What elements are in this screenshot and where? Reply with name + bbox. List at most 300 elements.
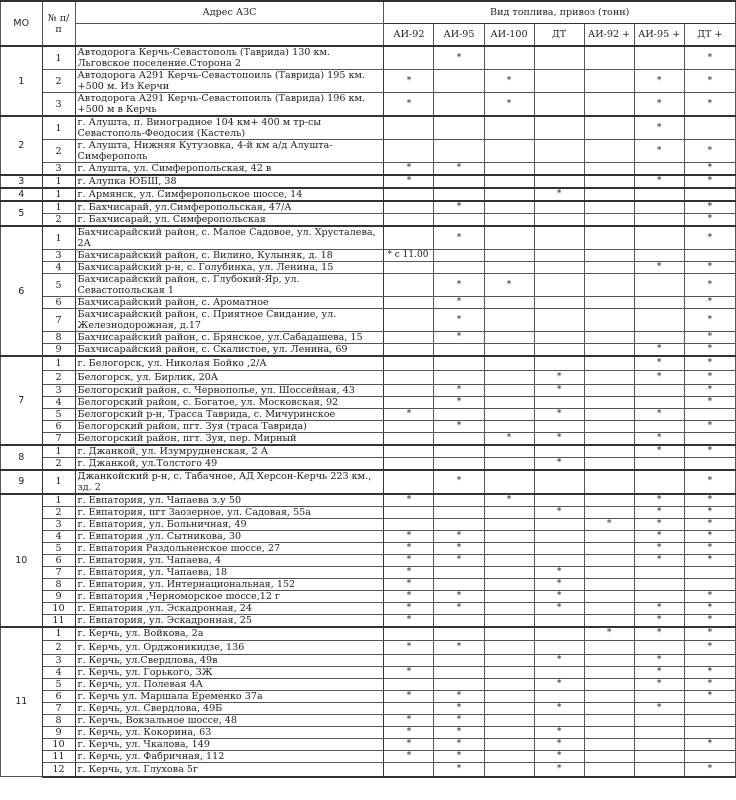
mo-cell: 8 (1, 445, 43, 470)
fuel-cell-ai92 (384, 445, 434, 458)
table-row (1, 445, 736, 458)
fuel-cell-ai95: * (434, 590, 484, 602)
fuel-cell-dt: * (534, 751, 584, 763)
fuel-cell-ai92-plus (584, 226, 634, 250)
fuel-cell-ai95 (434, 679, 484, 691)
fuel-cell-ai95: * (434, 542, 484, 554)
row-number: 1 (42, 188, 75, 201)
fuel-cell-ai92-plus (584, 727, 634, 739)
fuel-cell-ai95-plus (634, 420, 684, 432)
row-number: 9 (42, 727, 75, 739)
fuel-cell-ai95 (434, 627, 484, 641)
fuel-cell-ai95: * (434, 715, 484, 727)
fuel-cell-ai95-plus: * (634, 518, 684, 530)
fuel-cell-ai92 (384, 201, 434, 214)
fuel-cell-dt-plus: * (684, 667, 735, 679)
station-address: г. Евпатория Раздольненское шоссе, 27 (75, 542, 384, 554)
fuel-cell-ai100 (484, 602, 534, 614)
fuel-cell-dt-plus: * (684, 518, 735, 530)
station-address: г. Керчь, ул. Фабричная, 112 (75, 751, 384, 763)
fuel-cell-dt-plus: * (684, 445, 735, 458)
fuel-cell-ai92-plus (584, 175, 634, 188)
header-fuel-group: Вид топлива, привоз (тонн) (384, 1, 736, 24)
table-row (1, 542, 736, 554)
station-address: г. Керчь, ул. Кокорина, 63 (75, 727, 384, 739)
fuel-cell-dt-plus: * (684, 332, 735, 344)
fuel-cell-dt-plus: * (684, 679, 735, 691)
table-row (1, 297, 736, 309)
fuel-cell-ai95: * (434, 763, 484, 777)
fuel-cell-ai92-plus (584, 396, 634, 408)
fuel-cell-dt-plus: * (684, 274, 735, 297)
fuel-cell-dt-plus: * (684, 175, 735, 188)
fuel-cell-dt (534, 201, 584, 214)
fuel-cell-ai92-plus (584, 590, 634, 602)
fuel-cell-ai95: * (434, 396, 484, 408)
fuel-cell-ai92: * (384, 751, 434, 763)
fuel-cell-dt-plus: * (684, 590, 735, 602)
fuel-cell-ai95 (434, 250, 484, 262)
row-number: 10 (42, 602, 75, 614)
fuel-cell-dt (534, 175, 584, 188)
station-address: Автодорога А291 Керчь-Севастопоиль (Таврида) 196 км. +500 м в Керчь (75, 93, 384, 117)
fuel-cell-ai95-plus (634, 727, 684, 739)
fuel-cell-ai92 (384, 262, 434, 274)
station-address: Белогорский район, пгт. Зуя, пер. Мирный (75, 432, 384, 445)
fuel-cell-ai100 (484, 396, 534, 408)
fuel-cell-dt-plus (684, 578, 735, 590)
fuel-cell-dt: * (534, 703, 584, 715)
row-number: 5 (42, 274, 75, 297)
fuel-cell-ai100: * (484, 494, 534, 507)
fuel-cell-dt (534, 214, 584, 227)
fuel-cell-dt: * (534, 590, 584, 602)
fuel-cell-dt-plus: * (684, 46, 735, 70)
fuel-cell-ai100 (484, 384, 534, 396)
fuel-cell-dt-plus: * (684, 602, 735, 614)
fuel-cell-ai92 (384, 344, 434, 357)
mo-cell: 4 (1, 188, 43, 201)
fuel-cell-ai92-plus (584, 214, 634, 227)
fuel-cell-ai92-plus (584, 262, 634, 274)
fuel-cell-dt (534, 116, 584, 140)
fuel-cell-dt-plus: * (684, 70, 735, 93)
fuel-cell-dt (534, 344, 584, 357)
fuel-cell-dt-plus: * (684, 691, 735, 703)
table-row (1, 679, 736, 691)
fuel-cell-ai92 (384, 627, 434, 641)
fuel-cell-ai100 (484, 566, 534, 578)
fuel-cell-ai92-plus (584, 445, 634, 458)
fuel-cell-ai95 (434, 655, 484, 667)
fuel-cell-dt: * (534, 408, 584, 420)
fuel-cell-ai92: * (384, 554, 434, 566)
table-row (1, 420, 736, 432)
table-row (1, 70, 736, 93)
fuel-cell-ai100 (484, 457, 534, 470)
fuel-cell-ai95-plus (634, 384, 684, 396)
fuel-cell-ai100 (484, 614, 534, 627)
fuel-cell-dt: * (534, 739, 584, 751)
station-address: Белогорск, ул. Бирлик, 20А (75, 370, 384, 384)
station-address: Белогорский р-н, Трасса Таврида, с. Мичуринское (75, 408, 384, 420)
fuel-cell-ai100 (484, 590, 534, 602)
header-fuel-ai92: АИ-92 (384, 24, 434, 47)
fuel-cell-dt-plus (684, 457, 735, 470)
row-number: 3 (42, 250, 75, 262)
station-address: г. Керчь, ул. Глухова 5г (75, 763, 384, 777)
fuel-cell-ai95-plus (634, 566, 684, 578)
fuel-cell-dt: * (534, 384, 584, 396)
fuel-cell-ai92-plus (584, 494, 634, 507)
fuel-cell-dt-plus: * (684, 370, 735, 384)
fuel-cell-dt-plus (684, 566, 735, 578)
station-address: Джанкойский р-н, с. Табачное, АД Херсон-Керчь 223 км., зд. 2 (75, 470, 384, 494)
fuel-cell-ai92-plus (584, 739, 634, 751)
row-number: 11 (42, 751, 75, 763)
fuel-cell-ai92 (384, 226, 434, 250)
fuel-cell-dt-plus (684, 751, 735, 763)
fuel-cell-ai95-plus (634, 590, 684, 602)
fuel-cell-ai95: * (434, 691, 484, 703)
row-number: 9 (42, 344, 75, 357)
table-row (1, 627, 736, 641)
row-number: 1 (42, 470, 75, 494)
row-number: 1 (42, 116, 75, 140)
fuel-cell-dt-plus: * (684, 344, 735, 357)
row-number: 1 (42, 175, 75, 188)
fuel-cell-ai100 (484, 530, 534, 542)
fuel-cell-ai92-plus (584, 70, 634, 93)
table-row (1, 370, 736, 384)
fuel-cell-ai92-plus (584, 566, 634, 578)
fuel-cell-ai92-plus (584, 530, 634, 542)
row-number: 1 (42, 445, 75, 458)
table-row (1, 46, 736, 70)
row-number: 2 (42, 214, 75, 227)
fuel-cell-ai100: * (484, 70, 534, 93)
fuel-cell-ai95: * (434, 751, 484, 763)
fuel-cell-ai95-plus (634, 332, 684, 344)
fuel-cell-ai95-plus: * (634, 703, 684, 715)
fuel-cell-ai95-plus: * (634, 655, 684, 667)
fuel-cell-ai100 (484, 214, 534, 227)
fuel-cell-ai92: * с 11.00 (384, 250, 434, 262)
station-address: г. Керчь, ул. Орджоникидзе, 136 (75, 641, 384, 655)
row-number: 3 (42, 93, 75, 117)
fuel-cell-ai100 (484, 542, 534, 554)
fuel-cell-dt-plus: * (684, 542, 735, 554)
fuel-cell-dt-plus (684, 116, 735, 140)
fuel-cell-ai95 (434, 116, 484, 140)
fuel-cell-dt-plus: * (684, 739, 735, 751)
fuel-cell-dt (534, 641, 584, 655)
station-address: Бахчисарайский район, с. Вилино, Кулыняк, д. 18 (75, 250, 384, 262)
table-row (1, 356, 736, 370)
fuel-cell-dt (534, 140, 584, 163)
table-row (1, 566, 736, 578)
fuel-cell-ai92 (384, 274, 434, 297)
table-row (1, 703, 736, 715)
row-number: 11 (42, 614, 75, 627)
fuel-cell-ai92: * (384, 494, 434, 507)
fuel-cell-ai92 (384, 188, 434, 201)
fuel-cell-ai92 (384, 297, 434, 309)
fuel-cell-ai95 (434, 408, 484, 420)
fuel-cell-dt-plus (684, 703, 735, 715)
fuel-cell-ai95: * (434, 420, 484, 432)
fuel-cell-dt (534, 667, 584, 679)
row-number: 7 (42, 703, 75, 715)
header-fuel-ai95: АИ-95 (434, 24, 484, 47)
mo-cell: 6 (1, 226, 43, 356)
table-row (1, 614, 736, 627)
fuel-cell-ai92-plus (584, 763, 634, 777)
fuel-cell-ai92 (384, 655, 434, 667)
fuel-cell-dt-plus: * (684, 627, 735, 641)
table-row (1, 309, 736, 332)
table-row (1, 554, 736, 566)
fuel-cell-ai92-plus (584, 297, 634, 309)
fuel-cell-ai92-plus (584, 703, 634, 715)
fuel-cell-dt: * (534, 655, 584, 667)
station-address: Бахчисарайский район, с. Ароматное (75, 297, 384, 309)
station-address: г. Евпатория ,ул. Сытникова, 30 (75, 530, 384, 542)
fuel-cell-ai100 (484, 518, 534, 530)
fuel-cell-ai95: * (434, 602, 484, 614)
fuel-cell-ai95-plus (634, 578, 684, 590)
table-row (1, 163, 736, 176)
row-number: 1 (42, 627, 75, 641)
fuel-cell-ai95-plus: * (634, 356, 684, 370)
fuel-cell-ai100 (484, 727, 534, 739)
fuel-cell-ai92 (384, 763, 434, 777)
station-address: г. Керчь, ул. Полевая 4А (75, 679, 384, 691)
fuel-cell-ai95 (434, 356, 484, 370)
fuel-cell-ai92-plus (584, 356, 634, 370)
fuel-cell-ai92 (384, 214, 434, 227)
fuel-cell-ai95-plus (634, 250, 684, 262)
fuel-cell-dt: * (534, 763, 584, 777)
fuel-cell-ai92-plus (584, 384, 634, 396)
fuel-cell-ai100 (484, 297, 534, 309)
fuel-cell-ai92-plus (584, 691, 634, 703)
fuel-cell-ai92-plus: * (584, 627, 634, 641)
fuel-cell-dt-plus: * (684, 420, 735, 432)
fuel-cell-dt: * (534, 370, 584, 384)
row-number: 10 (42, 739, 75, 751)
fuel-cell-dt-plus (684, 188, 735, 201)
station-address: г. Керчь, ул. Войкова, 2а (75, 627, 384, 641)
fuel-cell-ai95: * (434, 332, 484, 344)
fuel-cell-ai100 (484, 356, 534, 370)
station-address: г. Керчь ул. Маршала Еременко 37а (75, 691, 384, 703)
table-row (1, 470, 736, 494)
row-number: 5 (42, 679, 75, 691)
row-number: 8 (42, 332, 75, 344)
row-number: 8 (42, 715, 75, 727)
table-row (1, 332, 736, 344)
fuel-cell-dt: * (534, 602, 584, 614)
row-number: 4 (42, 530, 75, 542)
fuel-cell-ai100 (484, 226, 534, 250)
table-row (1, 226, 736, 250)
row-number: 2 (42, 641, 75, 655)
fuel-cell-ai95-plus: * (634, 542, 684, 554)
fuel-cell-dt (534, 250, 584, 262)
row-number: 3 (42, 384, 75, 396)
fuel-cell-ai95-plus (634, 188, 684, 201)
row-number: 2 (42, 370, 75, 384)
fuel-cell-ai95 (434, 518, 484, 530)
row-number: 6 (42, 297, 75, 309)
fuel-cell-ai95: * (434, 739, 484, 751)
station-address: г. Евпатория, ул. Эскадронная, 25 (75, 614, 384, 627)
fuel-cell-dt (534, 518, 584, 530)
table-row (1, 641, 736, 655)
fuel-cell-ai92 (384, 396, 434, 408)
header-fuel-ai95-plus: АИ-95 + (634, 24, 684, 47)
fuel-cell-ai100 (484, 641, 534, 655)
fuel-cell-ai92-plus (584, 420, 634, 432)
fuel-cell-ai100 (484, 309, 534, 332)
fuel-cell-dt (534, 163, 584, 176)
header-fuel-ai92-plus: АИ-92 + (584, 24, 634, 47)
fuel-cell-ai92-plus: * (584, 518, 634, 530)
fuel-cell-ai92 (384, 457, 434, 470)
fuel-cell-dt (534, 614, 584, 627)
table-body (1, 46, 736, 777)
fuel-cell-dt: * (534, 506, 584, 518)
fuel-cell-ai100 (484, 703, 534, 715)
fuel-cell-ai95-plus: * (634, 175, 684, 188)
table-row (1, 578, 736, 590)
fuel-cell-ai95 (434, 344, 484, 357)
fuel-cell-ai95: * (434, 309, 484, 332)
fuel-cell-ai95-plus: * (634, 262, 684, 274)
station-address: г. Евпатория ,ул. Эскадронная, 24 (75, 602, 384, 614)
fuel-cell-ai92-plus (584, 470, 634, 494)
fuel-cell-ai100 (484, 46, 534, 70)
fuel-cell-dt (534, 297, 584, 309)
fuel-cell-ai95: * (434, 554, 484, 566)
station-address: г. Евпатория, пгт Заозерное, ул. Садовая, 55а (75, 506, 384, 518)
mo-cell: 10 (1, 494, 43, 627)
row-number: 1 (42, 494, 75, 507)
table-row (1, 262, 736, 274)
fuel-cell-ai95-plus: * (634, 408, 684, 420)
fuel-cell-ai95-plus: * (634, 344, 684, 357)
fuel-cell-ai95-plus: * (634, 506, 684, 518)
row-number: 4 (42, 262, 75, 274)
table-row (1, 457, 736, 470)
fuel-cell-ai100 (484, 116, 534, 140)
header-address-empty (75, 24, 384, 47)
fuel-cell-ai100 (484, 627, 534, 641)
row-number: 4 (42, 667, 75, 679)
fuel-cell-ai92 (384, 332, 434, 344)
fuel-cell-dt-plus (684, 250, 735, 262)
fuel-cell-ai95-plus (634, 739, 684, 751)
fuel-cell-dt-plus: * (684, 309, 735, 332)
fuel-cell-ai92 (384, 46, 434, 70)
fuel-cell-ai95-plus: * (634, 140, 684, 163)
mo-cell: 5 (1, 201, 43, 226)
fuel-cell-ai95-plus (634, 641, 684, 655)
mo-cell: 7 (1, 356, 43, 445)
fuel-cell-ai92-plus (584, 506, 634, 518)
fuel-cell-dt-plus: * (684, 201, 735, 214)
row-number: 7 (42, 432, 75, 445)
fuel-cell-ai92-plus (584, 201, 634, 214)
fuel-cell-ai95 (434, 494, 484, 507)
fuel-cell-ai95-plus: * (634, 602, 684, 614)
table-row (1, 751, 736, 763)
row-number: 6 (42, 691, 75, 703)
fuel-cell-ai95: * (434, 384, 484, 396)
table-row (1, 667, 736, 679)
fuel-cell-ai95-plus: * (634, 70, 684, 93)
header-num: № п/п (42, 1, 75, 46)
fuel-cell-ai92: * (384, 715, 434, 727)
fuel-cell-ai95 (434, 175, 484, 188)
table-row (1, 201, 736, 214)
fuel-cell-dt-plus: * (684, 384, 735, 396)
fuel-cell-ai92: * (384, 691, 434, 703)
table-row (1, 739, 736, 751)
fuel-cell-ai92-plus (584, 332, 634, 344)
fuel-cell-ai92: * (384, 578, 434, 590)
fuel-cell-ai92-plus (584, 715, 634, 727)
station-address: г. Алупка ЮБШ, 38 (75, 175, 384, 188)
row-number: 12 (42, 763, 75, 777)
row-number: 7 (42, 566, 75, 578)
fuel-cell-ai92-plus (584, 457, 634, 470)
table-row (1, 602, 736, 614)
fuel-cell-dt (534, 494, 584, 507)
mo-cell: 1 (1, 46, 43, 116)
fuel-cell-dt: * (534, 566, 584, 578)
row-number: 2 (42, 506, 75, 518)
fuel-cell-ai92-plus (584, 641, 634, 655)
fuel-cell-ai100 (484, 163, 534, 176)
station-address: г. Евпатория, ул. Чапаева, 4 (75, 554, 384, 566)
fuel-cell-ai92-plus (584, 140, 634, 163)
fuel-cell-dt-plus: * (684, 506, 735, 518)
fuel-cell-ai100 (484, 470, 534, 494)
row-number: 7 (42, 309, 75, 332)
station-address: г. Армянск, ул. Симферопольское шоссе, 14 (75, 188, 384, 201)
fuel-cell-ai95 (434, 566, 484, 578)
station-address: г. Алушта, п. Виноградное 104 км+ 400 м тр-сы Севастополь-Феодосия (Кастель) (75, 116, 384, 140)
station-address: г. Алушта, Нижняя Кутузовка, 4-й км а/д Алушта- Симферополь (75, 140, 384, 163)
header-address: Адрес АЗС (75, 1, 384, 24)
table-row (1, 175, 736, 188)
fuel-cell-ai95 (434, 188, 484, 201)
row-number: 9 (42, 590, 75, 602)
table-row (1, 396, 736, 408)
fuel-cell-ai95-plus: * (634, 679, 684, 691)
fuel-cell-ai92-plus (584, 309, 634, 332)
fuel-cell-ai92 (384, 140, 434, 163)
fuel-cell-ai100 (484, 554, 534, 566)
station-address: г. Керчь, ул. Горького, 3Ж (75, 667, 384, 679)
fuel-cell-dt (534, 356, 584, 370)
fuel-cell-dt (534, 554, 584, 566)
header-mo: МО (1, 1, 43, 46)
fuel-cell-ai100 (484, 408, 534, 420)
station-address: г. Белогорск, ул. Николая Бойко ,2/А (75, 356, 384, 370)
